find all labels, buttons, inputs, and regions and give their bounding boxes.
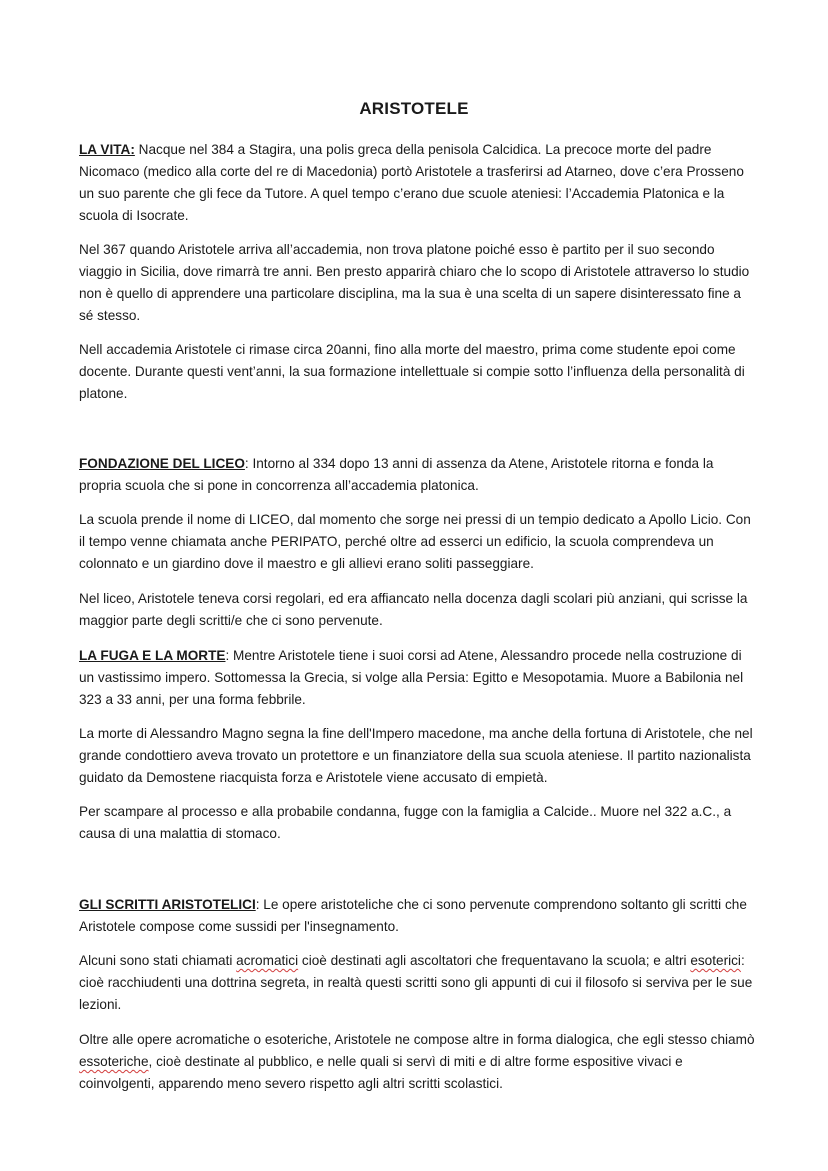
liceo-paragraph-2: La scuola prende il nome di LICEO, dal momento che sorge nei pressi di un tempio dedicato a Apollo Licio. Con il tempo venne chiamata anche PERIPATO, perché oltre ad esserci un edificio, la scuola comprendeva un colonnato e un giardino dove il maestro e gli allievi erano soliti passeggiare. (79, 512, 751, 571)
page-title: ARISTOTELE (359, 99, 469, 118)
fuga-text-1: : Mentre Aristotele tiene i suoi corsi ad Atene, Alessandro procede nella costruzione di un vastissimo impero. Sottomessa la Grecia, si volge alla Persia: Egitto e Mesopotamia. Muore a Babilonia nel 323 a 33 anni, per una forma febbrile. (79, 648, 744, 707)
spellcheck-word-esoterici: esoterici (690, 953, 741, 968)
fuga-paragraph-3: Per scampare al processo e alla probabile condanna, fugge con la famiglia a Calcide.. Muore nel 322 a.C., a causa di una malattia di stomaco. (79, 804, 732, 841)
liceo-paragraph-3: Nel liceo, Aristotele teneva corsi regolari, ed era affiancato nella docenza dagli scolari più anziani, qui scrisse la maggior parte degli scritti/e che ci sono pervenute. (79, 591, 748, 628)
spellcheck-word-essoteriche: essoteriche (79, 1054, 149, 1069)
scritti-paragraph-1 (79, 894, 755, 938)
scritti-text-3a: Oltre alle opere acromatiche o esoteriche, Aristotele ne compose altre in forma dialogica, che egli stesso chiamò (79, 1032, 755, 1047)
fuga-heading: LA FUGA E LA MORTE (79, 648, 226, 663)
vita-paragraph-1 (79, 139, 755, 227)
scritti-paragraph-3 (79, 1029, 755, 1095)
spellcheck-word-acromatici: acromatici (236, 953, 299, 968)
scritti-text-1: : Le opere aristoteliche che ci sono pervenute comprendono soltanto gli scritti che Aristotele compose come sussidi per l'insegnamento. (79, 897, 747, 934)
liceo-paragraph-1 (79, 453, 755, 497)
vita-heading: LA VITA: (79, 142, 135, 157)
fuga-paragraph-2: La morte di Alessandro Magno segna la fine dell'Impero macedone, ma anche della fortuna di Aristotele, che nel grande condottiero aveva trovato un protettore e un finanziatore della sua scuola ateniese. Il partito nazionalista guidato da Demostene riacquista forza e Aristotele viene accusato di empietà. (79, 726, 753, 785)
fuga-paragraph-1 (79, 645, 755, 711)
scritti-heading: GLI SCRITTI ARISTOTELICI (79, 897, 256, 912)
scritti-text-2b: cioè destinati agli ascoltatori che frequentavano la scuola; e altri (298, 953, 691, 968)
scritti-text-2c: : cioè racchiudenti una dottrina segreta, in realtà questi scritti sono gli appunti di cui il filosofo si serviva per le sue lezioni. (79, 953, 753, 1012)
vita-paragraph-2: Nel 367 quando Aristotele arriva all’accademia, non trova platone poiché esso è partito per il suo secondo viaggio in Sicilia, dove rimarrà tre anni. Ben presto apparirà chiaro che lo scopo di Aristotele attraverso lo studio non è quello di apprendere una particolare disciplina, ma la sua è una scelta di un sapere disinteressato fine a sé stesso. (79, 242, 750, 323)
liceo-text-1: : Intorno al 334 dopo 13 anni di assenza da Atene, Aristotele ritorna e fonda la propria scuola che si pone in concorrenza all’accademia platonica. (79, 456, 714, 493)
scritti-text-3b: , cioè destinate al pubblico, e nelle quali si servì di miti e di altre forme espositive vivaci e coinvolgenti, apparendo meno severo rispetto agli altri scritti scolastici. (79, 1054, 683, 1091)
vita-text-1: Nacque nel 384 a Stagira, una polis greca della penisola Calcidica. La precoce morte del padre Nicomaco (medico alla corte del re di Macedonia) portò Aristotele a trasferirsi ad Atarneo, dove c’era Prosseno un suo parente che gli fece da Tutore. A quel tempo c’erano due scuole ateniesi: l’Accademia Platonica e la scuola di Isocrate. (79, 142, 744, 223)
vita-paragraph-3: Nell accademia Aristotele ci rimase circa 20anni, fino alla morte del maestro, prima come studente epoi come docente. Durante questi vent’anni, la sua formazione intellettuale si compie sotto l’influenza della personalità di platone. (79, 342, 745, 401)
scritti-paragraph-2 (79, 950, 755, 1016)
scritti-text-2a: Alcuni sono stati chiamati (79, 953, 237, 968)
liceo-heading: FONDAZIONE DEL LICEO (79, 456, 245, 471)
